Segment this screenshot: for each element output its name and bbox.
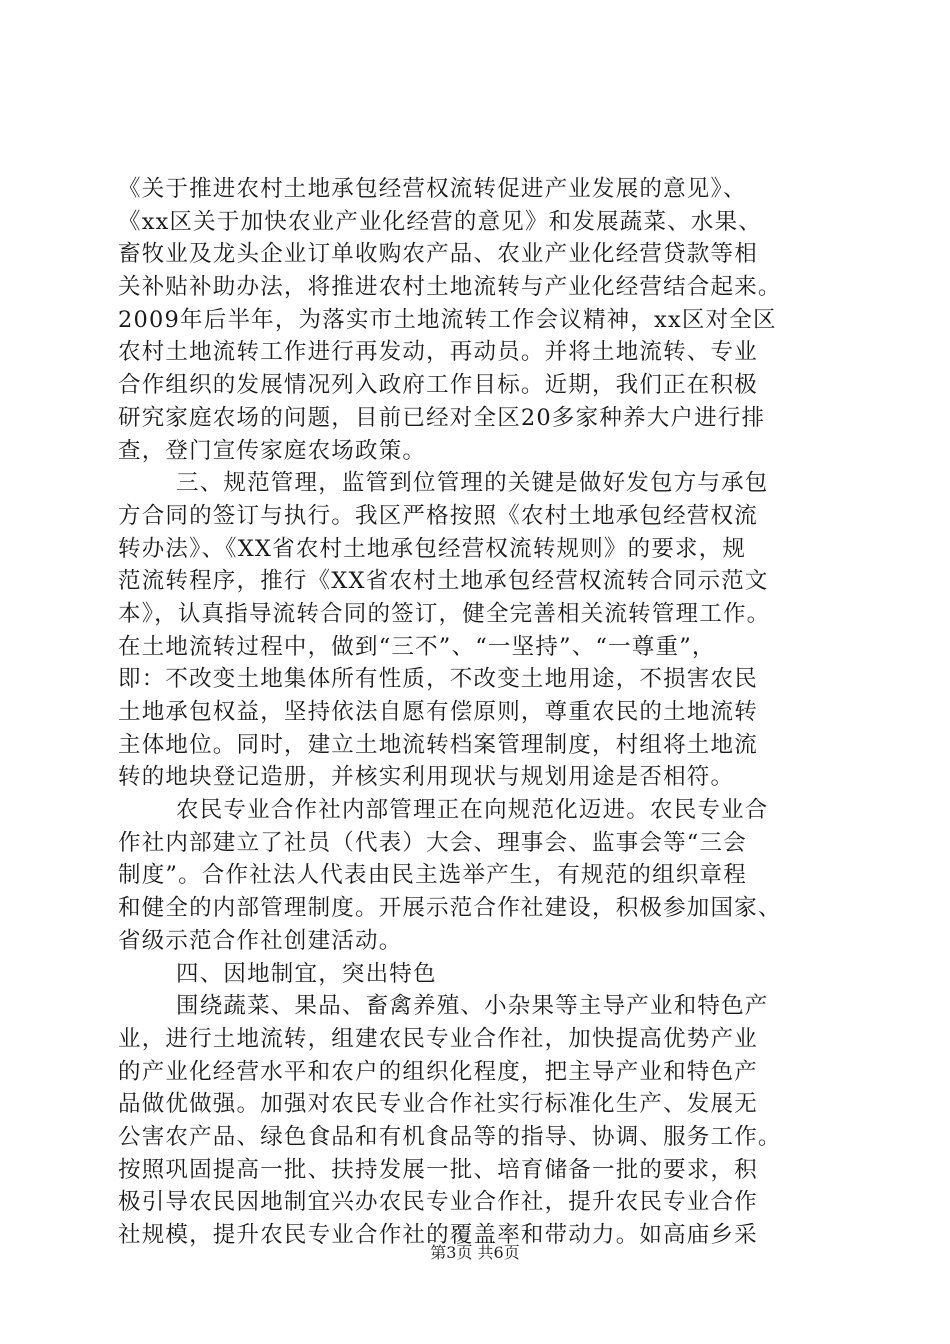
text-line: 即：不改变土地集体所有性质，不改变土地用途，不损害农民 bbox=[118, 666, 758, 693]
text-line: 研究家庭农场的问题，目前已经对全区20多家种养大户进行排 bbox=[118, 404, 766, 431]
text-line: 范流转程序，推行《XX省农村土地承包经营权流转合同示范文 bbox=[118, 568, 769, 595]
text-line: 的产业化经营水平和农户的组织化程度，把主导产业和特色产 bbox=[118, 1058, 758, 1085]
text-line: 方合同的签订与执行。我区严格按照《农村土地承包经营权流 bbox=[118, 502, 758, 529]
text-line: 在土地流转过程中，做到“三不”、“一坚持”、“一尊重”， bbox=[118, 633, 716, 660]
text-line: 土地承包权益，坚持依法自愿有偿原则，尊重农民的土地流转 bbox=[118, 699, 758, 725]
text-line: 《关于推进农村土地承包经营权流转促进产业发展的意见》、 bbox=[118, 176, 747, 202]
text-line: 合作组织的发展情况列入政府工作目标。近期，我们正在积极 bbox=[118, 372, 758, 399]
text-line: 按照巩固提高一批、扶持发展一批、培育储备一批的要求，积 bbox=[118, 1156, 758, 1183]
text-line: 和健全的内部管理制度。开展示范合作社建设，积极参加国家、 bbox=[118, 895, 782, 922]
page-footer: 第3页 共6页 bbox=[430, 1243, 520, 1262]
text-line: 业，进行土地流转，组建农民专业合作社，加快提高优势产业 bbox=[118, 1025, 758, 1052]
text-line: 品做优做强。加强对农民专业合作社实行标准化生产、发展无 bbox=[118, 1091, 758, 1118]
text-line: 主体地位。同时，建立土地流转档案管理制度，村组将土地流 bbox=[118, 731, 758, 758]
text-line: 2009年后半年，为落实市土地流转工作会议精神，xx区对全区 bbox=[118, 306, 777, 333]
text-line: 极引导农民因地制宜兴办农民专业合作社，提升农民专业合作 bbox=[118, 1189, 758, 1216]
text-line: 社规模，提升农民专业合作社的覆盖率和带动力。如高庙乡采 bbox=[118, 1222, 758, 1248]
text-line: 制度”。合作社法人代表由民主选举产生，有规范的组织章程 bbox=[118, 862, 747, 889]
text-line: 转办法》、《XX省农村土地承包经营权流转规则》的要求，规 bbox=[118, 535, 747, 562]
text-line: 《xx区关于加快农业产业化经营的意见》和发展蔬菜、水果、 bbox=[118, 208, 762, 235]
text-line: 省级示范合作社创建活动。 bbox=[118, 927, 403, 954]
text-line: 关补贴补助办法，将推进农村土地流转与产业化经营结合起来。 bbox=[118, 274, 782, 301]
text-line: 查，登门宣传家庭农场政策。 bbox=[118, 437, 427, 464]
text-line: 畜牧业及龙头企业订单收购农产品、农业产业化经营贷款等相 bbox=[118, 241, 758, 268]
text-line: 四、因地制宜，突出特色 bbox=[176, 960, 437, 987]
text-line: 三、规范管理，监管到位管理的关键是做好发包方与承包 bbox=[176, 470, 769, 497]
text-line: 作社内部建立了社员（代表）大会、理事会、监事会等“三会 bbox=[118, 829, 747, 856]
document-body bbox=[118, 173, 846, 1252]
text-line: 转的地块登记造册，并核实利用现状与规划用途是否相符。 bbox=[118, 764, 735, 791]
text-line: 公害农产品、绿色食品和有机食品等的指导、协调、服务工作。 bbox=[118, 1123, 782, 1150]
text-line: 农村土地流转工作进行再发动，再动员。并将土地流转、专业 bbox=[118, 339, 758, 366]
text-line: 围绕蔬菜、果品、畜禽养殖、小杂果等主导产业和特色产 bbox=[176, 993, 769, 1020]
text-line: 本》，认真指导流转合同的签订，健全完善相关流转管理工作。 bbox=[118, 600, 771, 627]
text-line: 农民专业合作社内部管理正在向规范化迈进。农民专业合 bbox=[176, 797, 769, 824]
